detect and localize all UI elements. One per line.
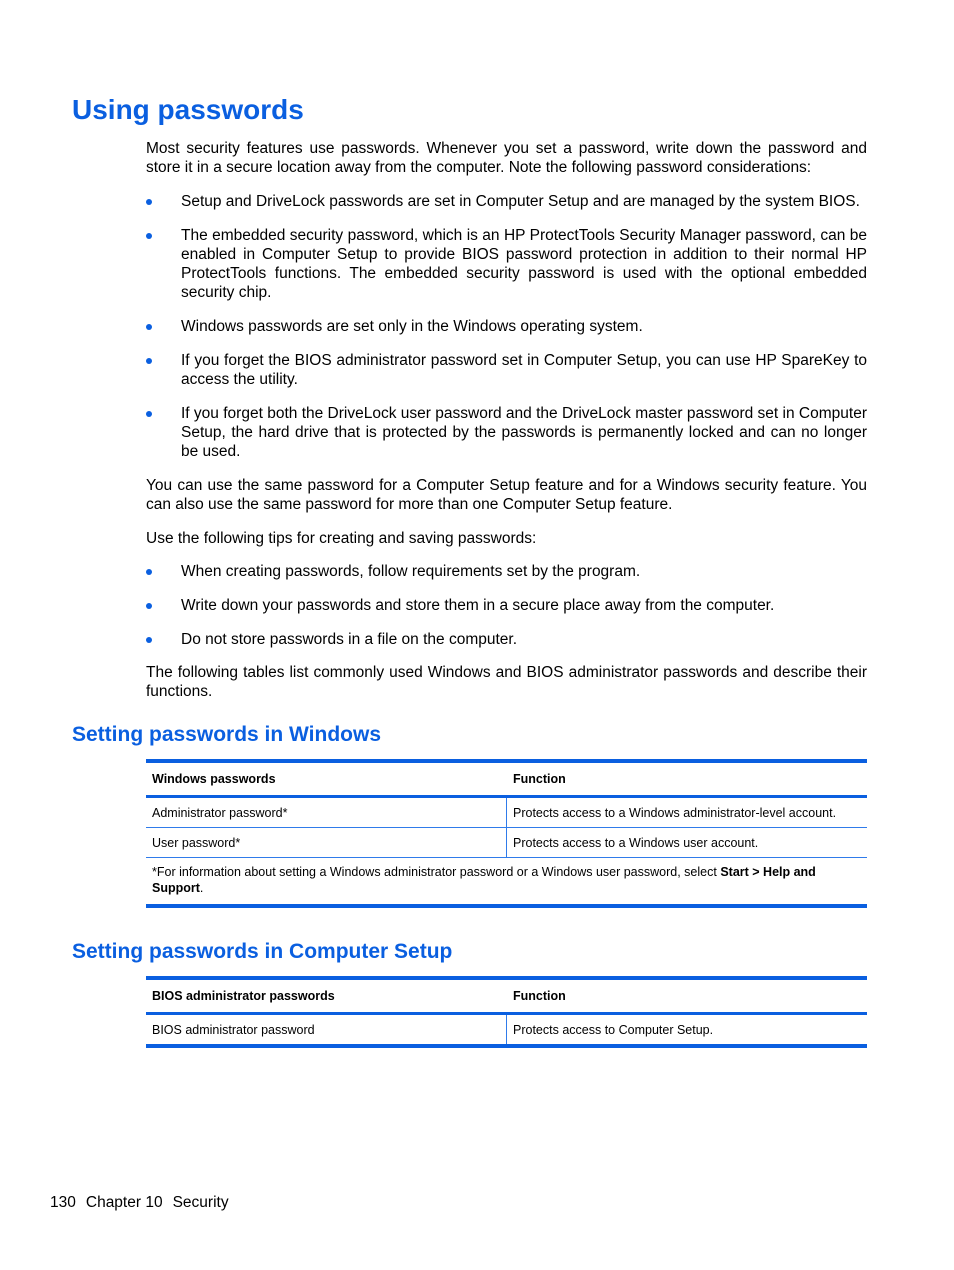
column-header: BIOS administrator passwords [152, 989, 335, 1003]
same-password-paragraph: You can use the same password for a Computer Setup feature and for a Windows security feature. You can also use the same password for more than one Computer Setup feature. [146, 477, 867, 513]
bios-passwords-table [146, 976, 867, 1048]
bullet-icon [146, 637, 152, 643]
note-menu-path: Start > Help and Support [152, 865, 816, 895]
page-footer [50, 1193, 239, 1212]
bullet-icon [146, 411, 152, 417]
list-item [146, 192, 867, 211]
note-end: . [199, 881, 204, 895]
list-item-text: If you forget the BIOS administrator password set in Computer Setup, you can use HP SpareKey to access the utility. [181, 352, 867, 388]
column-header: Windows passwords [152, 772, 276, 786]
list-item [146, 630, 867, 649]
table-note-row [146, 858, 867, 907]
bullet-icon [146, 358, 152, 364]
list-item [146, 317, 867, 336]
table-header-row [146, 978, 867, 1014]
list-item [146, 404, 867, 461]
intro-paragraph: Most security features use passwords. Whenever you set a password, write down the password and store it in a secure location away from the computer. Note the following password considerations: [146, 140, 867, 176]
table-cell: Administrator password* [146, 797, 507, 828]
chapter-label: Chapter 10 [85, 1194, 163, 1211]
column-header: Function [513, 772, 566, 786]
table-cell: Protects access to a Windows administrator-level account. [507, 797, 868, 828]
page-number: 130 [50, 1194, 76, 1211]
table-row [146, 797, 867, 828]
tips-intro-paragraph: Use the following tips for creating and saving passwords: [146, 530, 537, 547]
list-item-text: If you forget both the DriveLock user password and the DriveLock master password set in Computer Setup, the hard drive that is protected by the passwords is permanently locked and can no longer be used. [181, 405, 867, 460]
list-item-text: Write down your passwords and store them in a secure place away from the computer. [181, 597, 775, 614]
list-item [146, 351, 867, 389]
list-item [146, 596, 867, 615]
list-item [146, 562, 867, 581]
table-note [146, 858, 867, 907]
bullet-icon [146, 324, 152, 330]
table-cell: BIOS administrator password [146, 1014, 507, 1047]
considerations-list [146, 192, 867, 461]
list-item [146, 226, 867, 302]
list-item-text: The embedded security password, which is an HP ProtectTools Security Manager password, can be enabled in Computer Setup to provide BIOS password protection in addition to their normal HP ProtectTools functions. The embedded security password is used with the optional embedded security chip. [181, 227, 867, 301]
bullet-icon [146, 603, 152, 609]
table-row [146, 828, 867, 858]
table-cell: Protects access to Computer Setup. [507, 1014, 868, 1047]
bullet-icon [146, 233, 152, 239]
setup-section-heading: Setting passwords in Computer Setup [72, 940, 453, 963]
table-cell: Protects access to a Windows user account. [507, 828, 868, 858]
table-header-row [146, 761, 867, 797]
list-item-text: Setup and DriveLock passwords are set in Computer Setup and are managed by the system BIOS. [181, 193, 860, 210]
table-cell: User password* [146, 828, 507, 858]
bullet-icon [146, 199, 152, 205]
table-row [146, 1014, 867, 1047]
list-item-text: Windows passwords are set only in the Windows operating system. [181, 318, 643, 335]
note-text: *For information about setting a Windows administrator password or a Windows user password, select [152, 865, 721, 879]
list-item-text: Do not store passwords in a file on the computer. [181, 631, 518, 648]
page-title: Using passwords [72, 94, 304, 125]
windows-passwords-table [146, 759, 867, 908]
column-header: Function [513, 989, 566, 1003]
tables-intro-paragraph: The following tables list commonly used Windows and BIOS administrator passwords and describe their functions. [146, 664, 867, 700]
section-label: Security [172, 1194, 229, 1211]
windows-section-heading: Setting passwords in Windows [72, 723, 382, 746]
list-item-text: When creating passwords, follow requirements set by the program. [181, 563, 641, 580]
bullet-icon [146, 569, 152, 575]
tips-list [146, 562, 867, 649]
